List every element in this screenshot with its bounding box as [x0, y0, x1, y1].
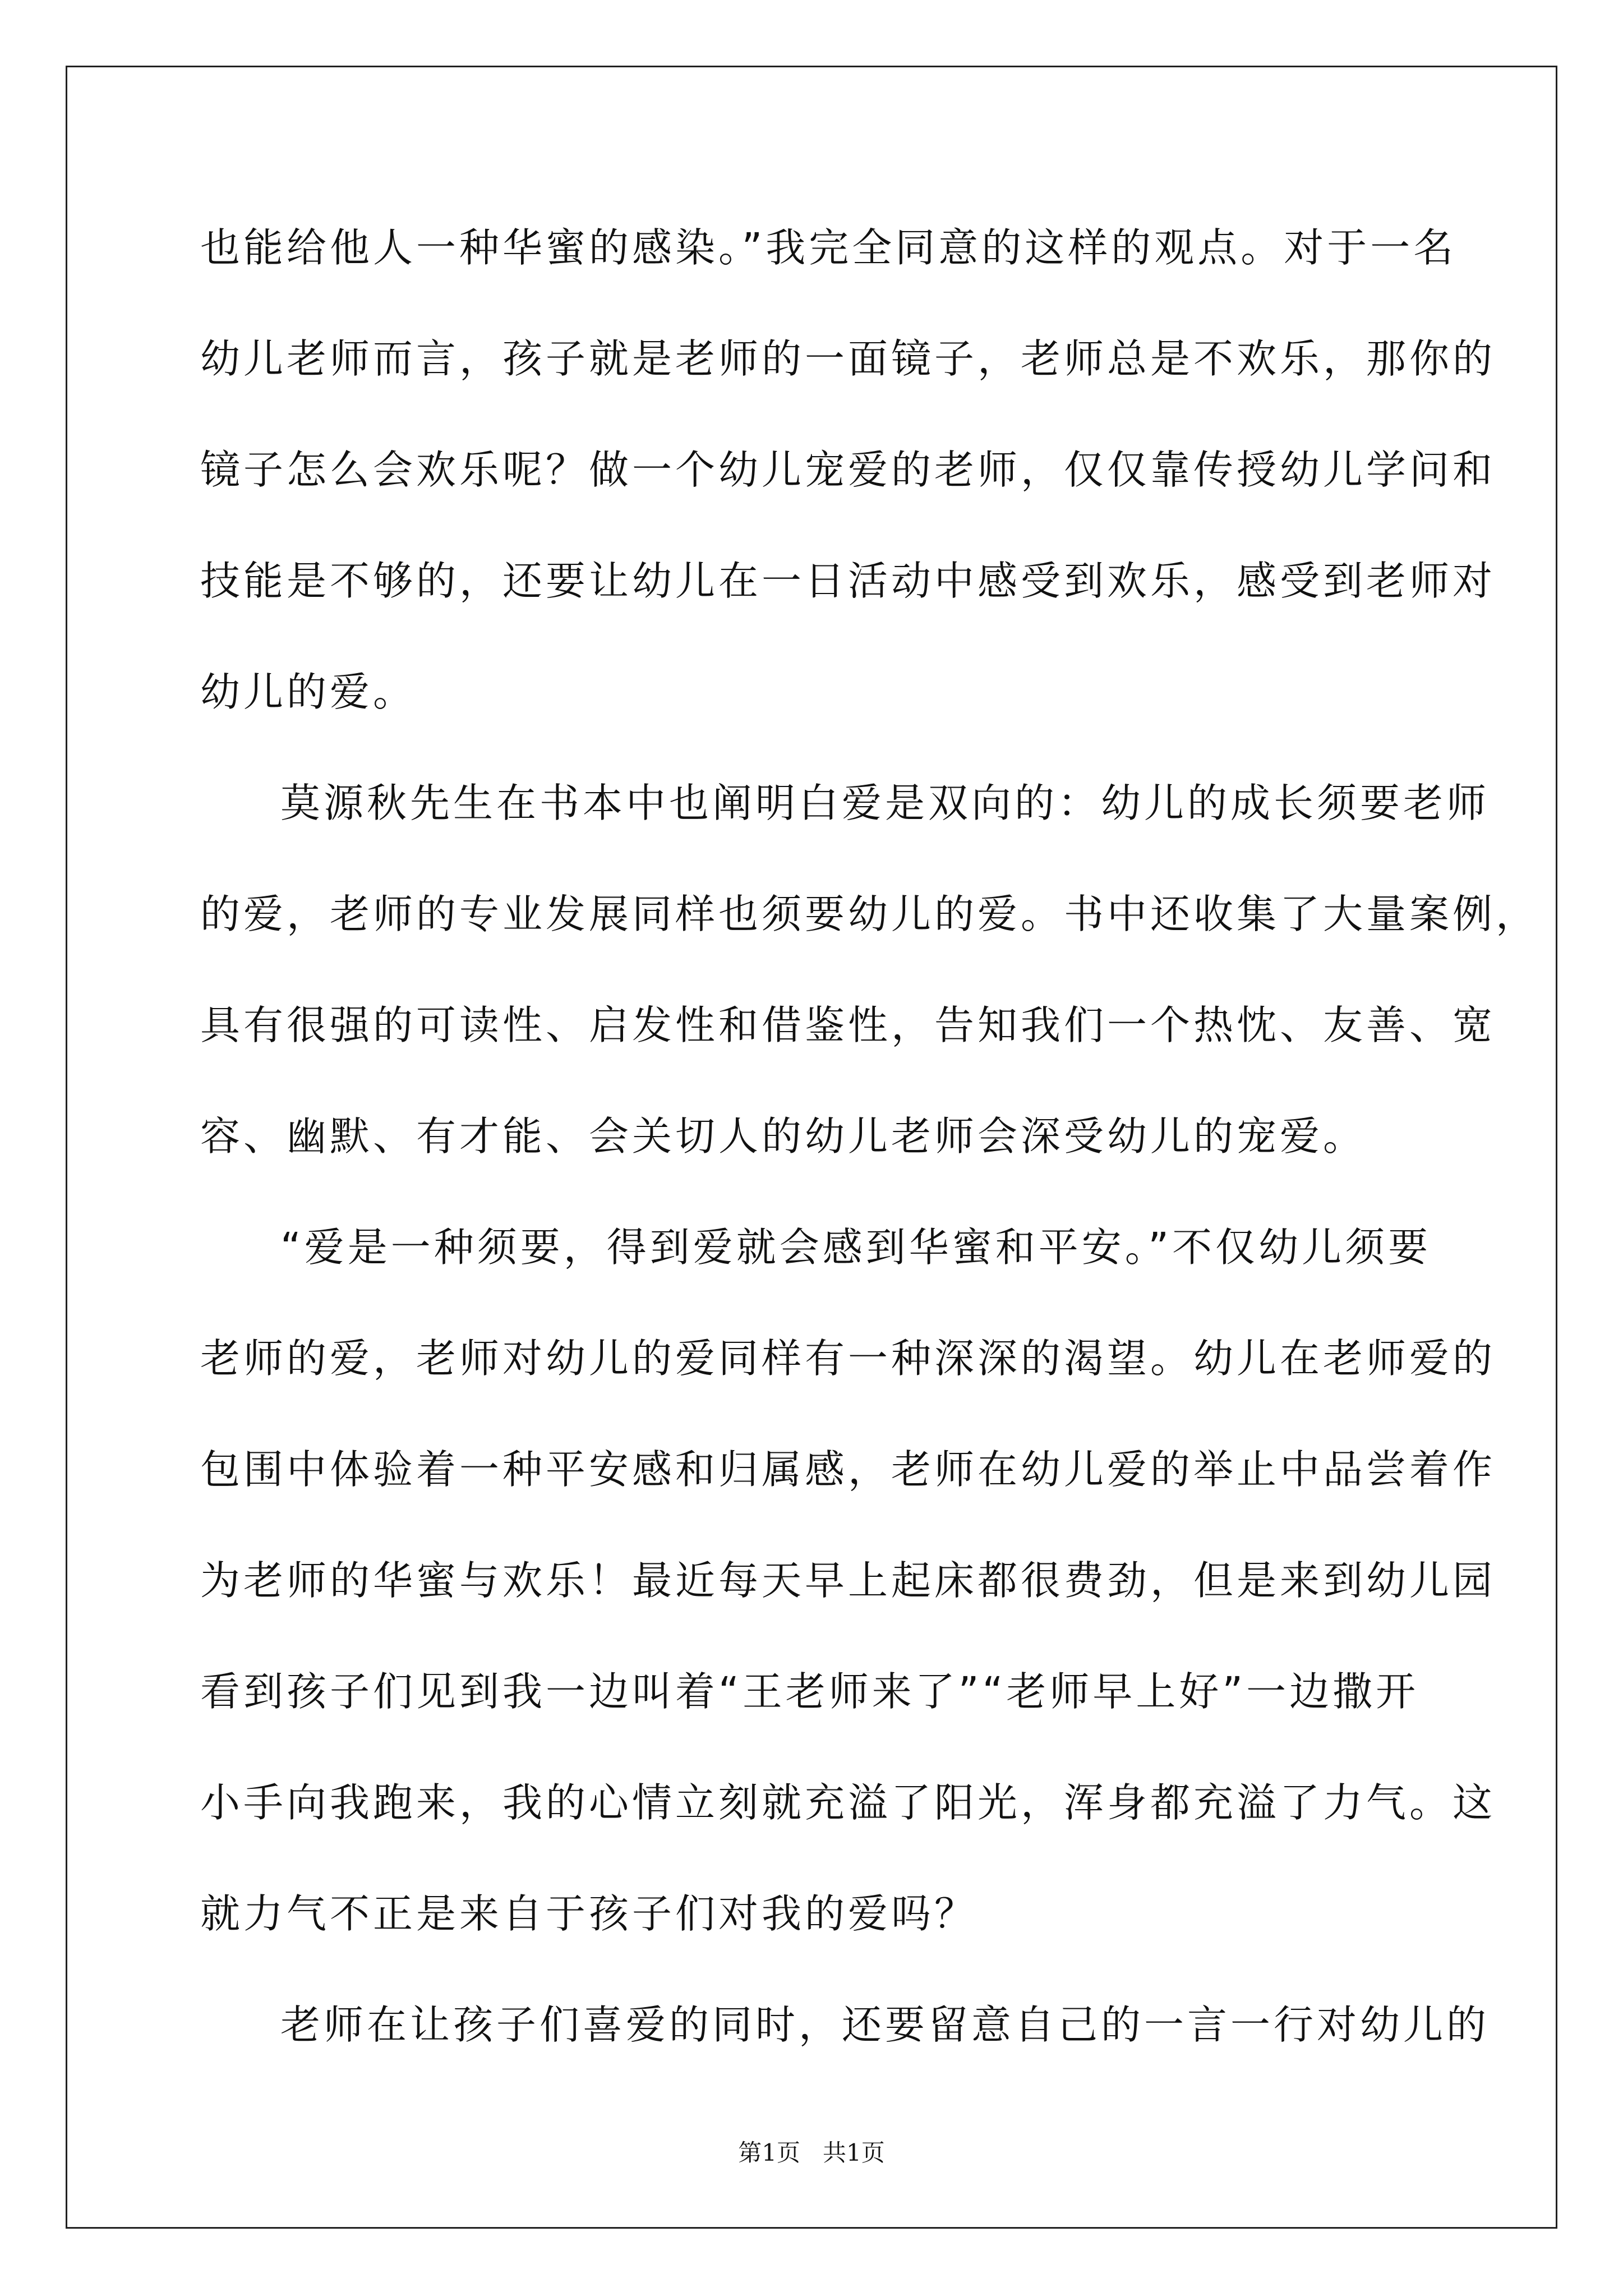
text-line-14: 看到孩子们见到我一边叫着“王老师来了”“老师早上好”一边撒开	[200, 1668, 1419, 1715]
page-total: 共1页	[823, 2139, 885, 2166]
text-line-9: 容、幽默、有才能、会关切人的幼儿老师会深受幼儿的宠爱。	[200, 1113, 1367, 1159]
text-line-6: 莫源秋先生在书本中也阐明白爱是双向的：幼儿的成长须要老师	[280, 780, 1490, 826]
text-line-4: 技能是不够的，还要让幼儿在一日活动中感受到欢乐，感受到老师对	[200, 558, 1496, 604]
text-line-5: 幼儿的爱。	[200, 669, 417, 715]
text-line-3: 镜子怎么会欢乐呢？做一个幼儿宠爱的老师，仅仅靠传授幼儿学问和	[200, 447, 1496, 493]
text-line-17: 老师在让孩子们喜爱的同时，还要留意自己的一言一行对幼儿的	[280, 2001, 1490, 2048]
text-line-13: 为老师的华蜜与欢乐！最近每天早上起床都很费劲，但是来到幼儿园	[200, 1557, 1496, 1604]
page-number: 第1页	[738, 2139, 800, 2166]
text-line-7: 的爱，老师的专业发展同样也须要幼儿的爱。书中还收集了大量案例，	[200, 891, 1539, 937]
text-line-16: 就力气不正是来自于孩子们对我的爱吗？	[200, 1890, 978, 1937]
text-line-8: 具有很强的可读性、启发性和借鉴性，告知我们一个热忱、友善、宽	[200, 1002, 1496, 1048]
text-line-10: “爱是一种须要，得到爱就会感到华蜜和平安。”不仅幼儿须要	[280, 1224, 1432, 1271]
text-line-1: 也能给他人一种华蜜的感染。”我完全同意的这样的观点。对于一名	[200, 224, 1457, 271]
page-footer	[0, 2136, 1623, 2170]
text-line-11: 老师的爱，老师对幼儿的爱同样有一种深深的渴望。幼儿在老师爱的	[200, 1335, 1496, 1382]
text-line-15: 小手向我跑来，我的心情立刻就充溢了阳光，浑身都充溢了力气。这	[200, 1779, 1496, 1826]
text-line-12: 包围中体验着一种平安感和归属感，老师在幼儿爱的举止中品尝着作	[200, 1446, 1496, 1493]
text-line-2: 幼儿老师而言，孩子就是老师的一面镜子，老师总是不欢乐，那你的	[200, 335, 1496, 382]
